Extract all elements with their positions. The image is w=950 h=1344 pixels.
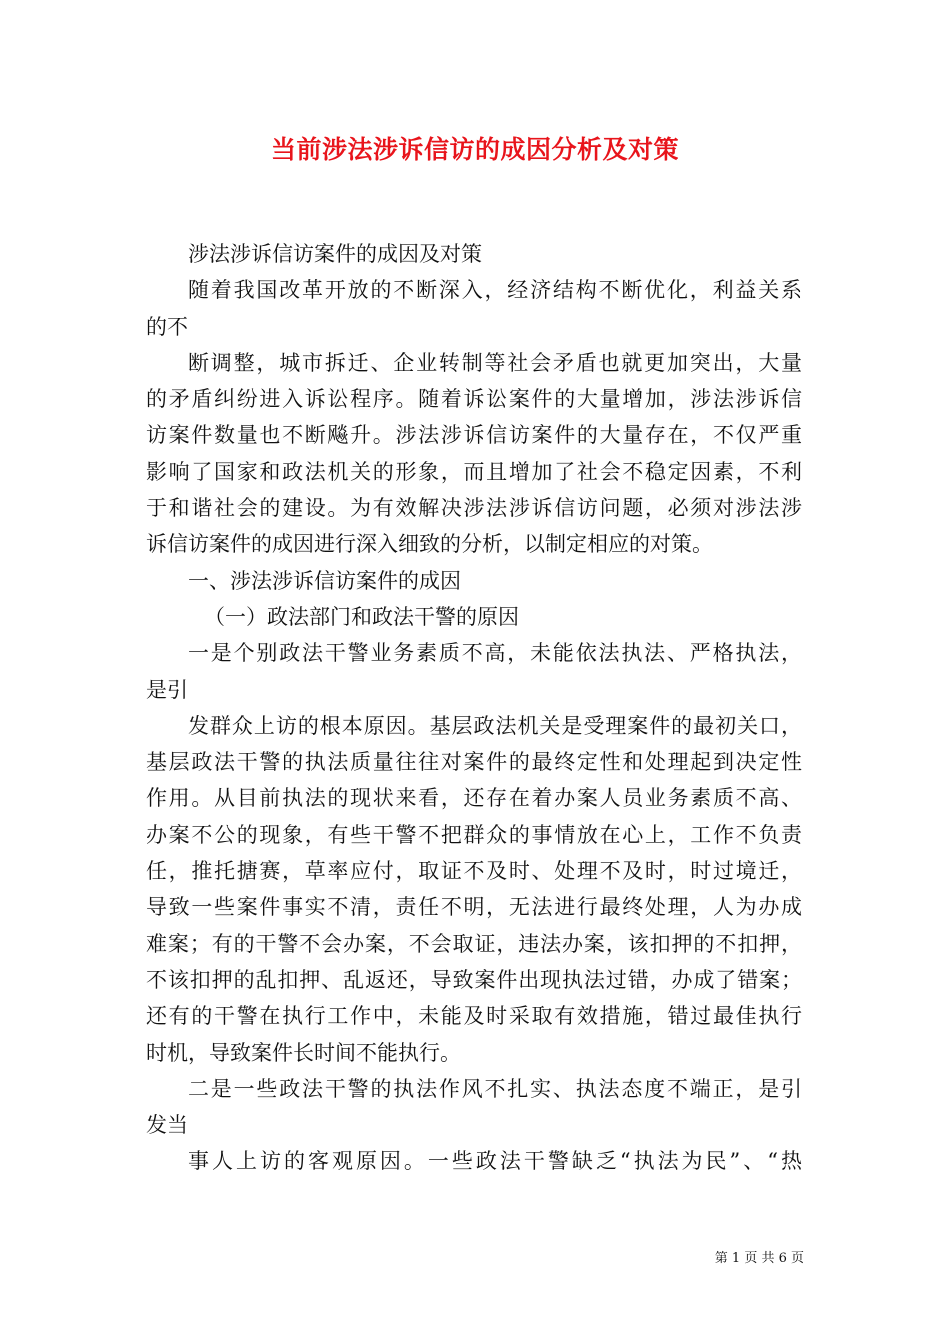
document-body <box>146 236 802 1180</box>
text-line: 断调整，城市拆迁、企业转制等社会矛盾也就更加突出，大量 <box>188 350 802 375</box>
text-line: 难案；有的干警不会办案，不会取证，违法办案，该扣押的不扣押， <box>146 931 802 956</box>
text-line: 于和谐社会的建设。为有效解决涉法涉诉信访问题，必须对涉法涉 <box>146 496 802 521</box>
text-line: 发群众上访的根本原因。基层政法机关是受理案件的最初关口， <box>188 713 802 738</box>
text-line: 一是个别政法干警业务素质不高，未能依法执法、严格执法， <box>188 641 802 666</box>
text-line: 任，推托搪赛，草率应付，取证不及时、处理不及时，时过境迁， <box>146 859 802 884</box>
text-line: 一、涉法涉诉信访案件的成因 <box>188 568 461 593</box>
text-line: 办案不公的现象，有些干警不把群众的事情放在心上，工作不负责 <box>146 822 802 847</box>
text-line: （一）政法部门和政法干警的原因 <box>204 604 519 629</box>
text-line: 时机，导致案件长时间不能执行。 <box>146 1040 461 1065</box>
text-line: 的矛盾纠纷进入诉讼程序。随着诉讼案件的大量增加，涉法涉诉信 <box>146 387 802 412</box>
text-line: 基层政法干警的执法质量往往对案件的最终定性和处理起到决定性 <box>146 750 802 775</box>
text-line: 诉信访案件的成因进行深入细致的分析，以制定相应的对策。 <box>146 532 713 557</box>
text-line: 访案件数量也不断飚升。涉法涉诉信访案件的大量存在，不仅严重 <box>146 423 802 448</box>
page-number-footer: 第 1 页 共 6 页 <box>714 1251 804 1266</box>
text-line: 发当 <box>146 1113 188 1138</box>
text-line: 导致一些案件事实不清，责任不明，无法进行最终处理，人为办成 <box>146 895 802 920</box>
text-line: 还有的干警在执行工作中，未能及时采取有效措施，错过最佳执行 <box>146 1004 802 1029</box>
text-line: 是引 <box>146 677 188 702</box>
text-line: 影响了国家和政法机关的形象，而且增加了社会不稳定因素，不利 <box>146 459 802 484</box>
text-line: 作用。从目前执法的现状来看，还存在着办案人员业务素质不高、 <box>146 786 802 811</box>
text-line: 的不 <box>146 314 188 339</box>
text-line: 随着我国改革开放的不断深入，经济结构不断优化，利益关系 <box>188 278 802 303</box>
text-line: 事人上访的客观原因。一些政法干警缺乏“执法为民”、“热 <box>188 1149 802 1174</box>
document-title: 当前涉法涉诉信访的成因分析及对策 <box>270 135 679 164</box>
text-line: 二是一些政法干警的执法作风不扎实、执法态度不端正，是引 <box>188 1076 802 1101</box>
text-line: 不该扣押的乱扣押、乱返还，导致案件出现执法过错，办成了错案； <box>146 967 802 992</box>
text-line: 涉法涉诉信访案件的成因及对策 <box>188 242 482 266</box>
